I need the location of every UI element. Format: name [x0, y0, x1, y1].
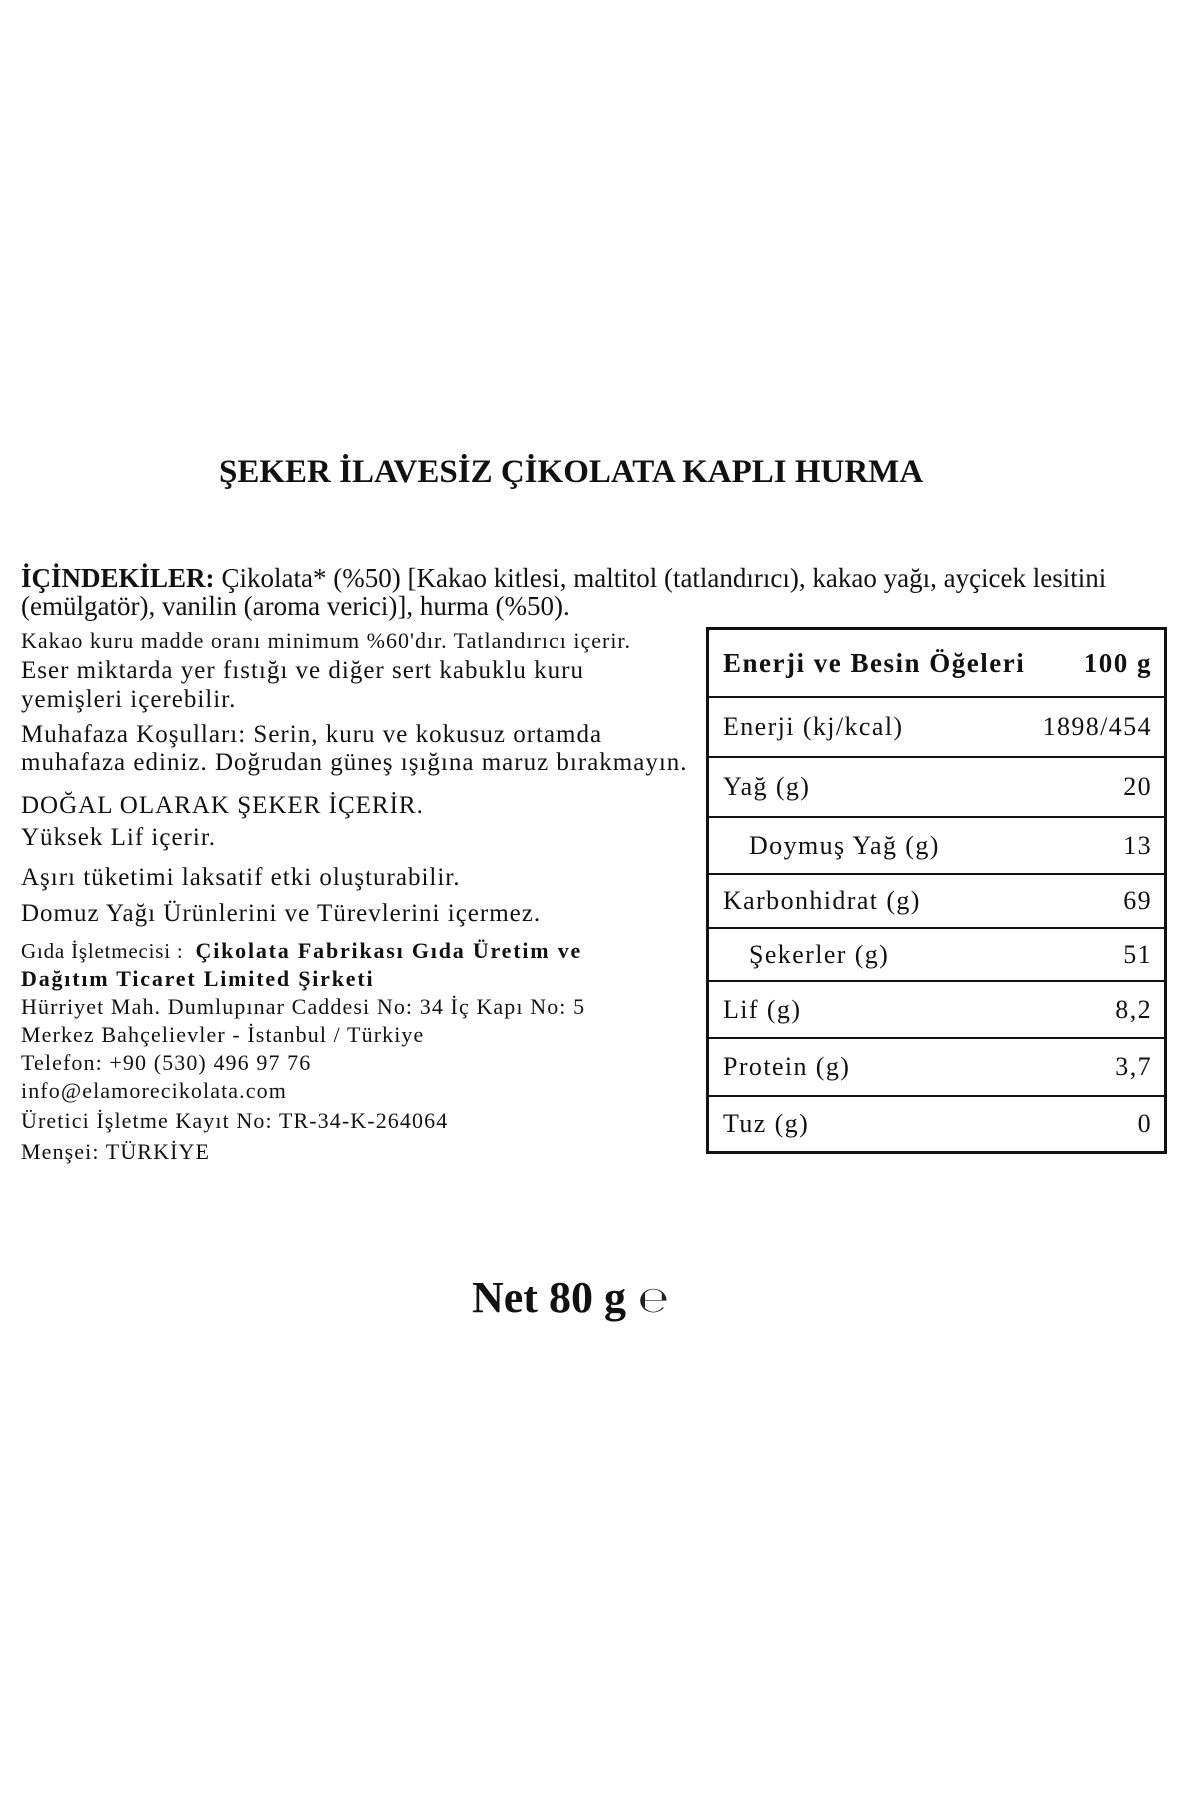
address-line-2: Merkez Bahçelievler - İstanbul / Türkiye	[21, 1022, 425, 1047]
company-name-line-2: Dağıtım Ticaret Limited Şirketi	[21, 966, 375, 991]
nutrition-row-carbohydrate	[709, 875, 1164, 929]
natural-sugar-claim: DOĞAL OLARAK ŞEKER İÇERİR.	[21, 792, 424, 819]
cocoa-solids-note: Kakao kuru madde oranı minimum %60'dır. Tatlandırıcı içerir.	[21, 628, 632, 653]
nutrition-row-protein	[709, 1039, 1164, 1097]
nutrient-label: Lif (g)	[723, 994, 802, 1024]
net-weight	[472, 1273, 669, 1333]
laxative-warning: Aşırı tüketimi laksatif etki oluşturabilir.	[21, 864, 461, 891]
nutrition-header-unit: 100 g	[1083, 647, 1152, 678]
phone-number: Telefon: +90 (530) 496 97 76	[21, 1050, 312, 1075]
food-operator-line	[21, 937, 582, 968]
lard-free-note: Domuz Yağı Ürünlerini ve Türevlerini içermez.	[21, 900, 542, 927]
nutrient-label: Şekerler (g)	[749, 939, 890, 969]
allergen-note-line-2: yemişleri içerebilir.	[21, 686, 237, 713]
nutrient-value: 51	[1123, 939, 1152, 969]
nutrition-row-salt	[709, 1097, 1164, 1151]
ingredients-label: İÇİNDEKİLER:	[21, 563, 215, 593]
nutrition-row-fat	[709, 758, 1164, 818]
product-title: ŞEKER İLAVESİZ ÇİKOLATA KAPLI HURMA	[219, 454, 924, 490]
storage-note-line-1: Muhafaza Koşulları: Serin, kuru ve kokusuz ortamda	[21, 721, 603, 748]
nutrition-row-saturated-fat	[709, 818, 1164, 875]
nutrition-row-energy	[709, 698, 1164, 758]
nutrition-row-sugars	[709, 929, 1164, 982]
ingredients-text: Çikolata* (%50) [Kakao kitlesi, maltitol (tatlandırıcı), kakao yağı, ayçicek lesitini	[221, 563, 1107, 593]
email-address: info@elamorecikolata.com	[21, 1078, 287, 1103]
nutrient-value: 20	[1123, 772, 1152, 801]
nutrient-value: 3,7	[1115, 1052, 1152, 1081]
nutrition-header-row	[709, 630, 1164, 698]
estimated-sign-icon: ℮	[637, 1280, 669, 1321]
storage-note-line-2: muhafaza ediniz. Doğrudan güneş ışığına maruz bırakmayın.	[21, 749, 688, 776]
nutrient-value: 8,2	[1115, 994, 1152, 1024]
net-weight-text: Net 80 g	[472, 1273, 626, 1322]
nutrient-label: Tuz (g)	[723, 1109, 810, 1138]
nutrient-value: 1898/454	[1042, 712, 1152, 741]
nutrient-label: Doymuş Yağ (g)	[749, 830, 940, 860]
country-of-origin: Menşei: TÜRKİYE	[21, 1139, 211, 1164]
registration-number: Üretici İşletme Kayıt No: TR-34-K-264064	[21, 1108, 449, 1133]
nutrient-label: Protein (g)	[723, 1052, 851, 1081]
company-name-line-1: Çikolata Fabrikası Gıda Üretim ve	[195, 938, 583, 963]
address-line-1: Hürriyet Mah. Dumlupınar Caddesi No: 34 İç Kapı No: 5	[21, 994, 586, 1019]
nutrition-row-fiber	[709, 982, 1164, 1039]
food-operator-label: Gıda İşletmecisi :	[21, 939, 184, 963]
nutrient-label: Karbonhidrat (g)	[723, 886, 921, 915]
nutrient-label: Yağ (g)	[723, 772, 811, 801]
ingredients-line-2: (emülgatör), vanilin (aroma verici)], hurma (%50).	[21, 591, 570, 621]
nutrient-value: 0	[1137, 1109, 1152, 1138]
ingredients-line-1	[21, 564, 1106, 592]
high-fiber-claim: Yüksek Lif içerir.	[21, 824, 217, 851]
nutrient-value: 69	[1123, 886, 1152, 915]
nutrient-value: 13	[1123, 830, 1152, 860]
nutrition-table	[706, 627, 1167, 1154]
nutrition-header-label: Enerji ve Besin Öğeleri	[723, 647, 1026, 678]
nutrient-label: Enerji (kj/kcal)	[723, 712, 904, 741]
allergen-note-line-1: Eser miktarda yer fıstığı ve diğer sert kabuklu kuru	[21, 657, 584, 684]
